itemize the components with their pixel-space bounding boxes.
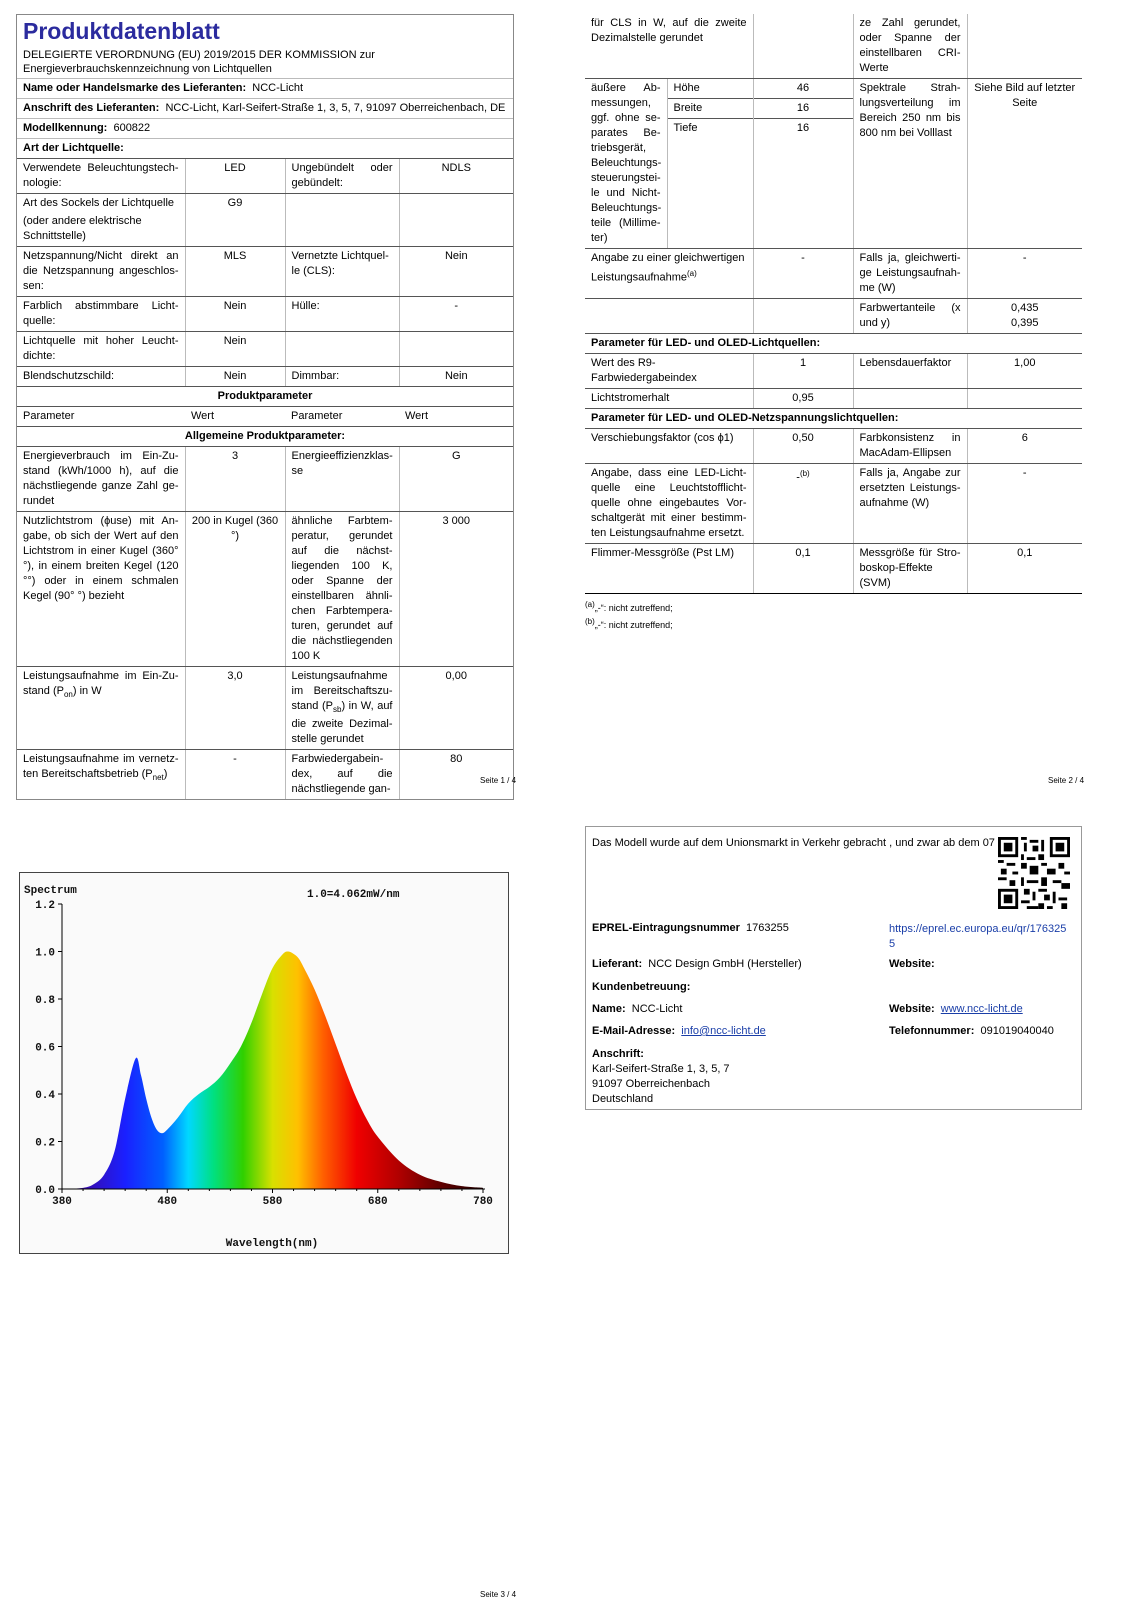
led-parameters-heading: Parameter für LED- und OLED-Lichtquellen: (585, 334, 1082, 354)
model-id: 600822 (113, 122, 151, 134)
email-row: E-Mail-Adresse: info@ncc-licht.de (592, 1025, 766, 1037)
table-row: Lichtstromerhalt 0,95 (585, 389, 1082, 409)
y-tick-label: 0.8 (35, 995, 55, 1007)
footnote-b: $^{(b)}$„-“: nicht zutreffend; (585, 617, 673, 630)
supplier-name-label: Name oder Handelsmarke des Lieferanten: (23, 82, 247, 94)
table-row: Leistungsaufnahme im Ein-Zustand $(P_{on})$ in W 3,0 Leistungsaufnahme im Bereitschaftszustand $(P_{sb})$ in W, auf die zweite Dezimalstelle gerundet 0,00 (17, 667, 513, 750)
supplier-address-row (17, 99, 513, 119)
table-row: für CLS in W, auf die zweite Dezimalstelle gerundet ze Zahl gerundet, oder Spanne der einstellbaren CRI-Werte (585, 14, 1082, 79)
eprel-row: EPREL-Eintragungsnummer 1763255 (592, 922, 789, 934)
general-parameters-heading: Allgemeine Produktparameter: (17, 427, 513, 447)
light-source-table (17, 159, 513, 799)
x-tick-label: 380 (52, 1196, 72, 1208)
table-header-row: Parameter Wert Parameter Wert (17, 407, 513, 427)
regulation-text: DELEGIERTE VERORDNUNG (EU) 2019/2015 DER KOMMISSION zur Energieverbrauchskennzeichnung von Lichtquellen (17, 46, 513, 79)
customer-service-label: Kundenbetreuung: (592, 981, 691, 993)
dimension-height-value: 46 (754, 79, 853, 99)
y-tick-label: 0.2 (35, 1137, 55, 1150)
supplier-name: NCC-Licht (252, 82, 303, 94)
parameters-table-continued (585, 14, 1082, 594)
mains-parameters-heading: Parameter für LED- und OLED-Netzspannungslichtquellen: (585, 409, 1082, 429)
y-tick-label: 0.0 (35, 1185, 55, 1197)
y-tick-label: 1.2 (35, 900, 55, 912)
table-row: äußere Abmessungen, ggf. ohne separates Betriebsgerät, Beleuchtungssteuerungsteile und Nicht-Beleuchtungsteile (Millimeter) Höhe Breite Tiefe 46 16 16 Spektrale Strahlungsverteilung im Bereich 250 nm bis 800 nm bei Volllast Siehe Bild auf letzter Seite (585, 79, 1082, 249)
table-row: Angabe zu einer gleichwertigen Leistungsaufnahme$^{(a)}$ - Falls ja, gleichwertige Leistungsaufnahme (W) - (585, 249, 1082, 299)
page-number: Seite 1 / 4 (480, 776, 517, 785)
table-row: Lichtquelle mit hoher Leuchtdichte: Nein (17, 332, 513, 367)
email-link[interactable]: info@ncc-licht.de (681, 1025, 766, 1037)
eprel-link[interactable]: https://eprel.ec.europa.eu/qr/1763255 (889, 923, 1067, 950)
table-row: Blendschutzschild: Nein Dimmbar: Nein (17, 367, 513, 387)
table-row: Farblich abstimmbare Lichtquelle: Nein Hülle: - (17, 297, 513, 332)
dimension-depth-value: 16 (796, 122, 810, 134)
market-date-text: Das Modell wurde auf dem Unionsmarkt in Verkehr gebracht , und zwar ab dem 07 (592, 837, 995, 849)
table-row: Farbwertanteile (x und y) 0,435 0,395 (585, 299, 1082, 334)
phone-row: Telefonnummer: 091019040040 (889, 1025, 1054, 1037)
website-link[interactable]: www.ncc-licht.de (940, 1003, 1023, 1015)
qr-code-icon (998, 837, 1070, 909)
table-row: Verwendete Beleuchtungstechnologie: LED Ungebündelt oder gebündelt: NDLS (17, 159, 513, 194)
supplier-address-label: Anschrift des Lieferanten: (23, 102, 160, 114)
chart-annotation: 1.0=4.062mW/nm (307, 889, 400, 901)
table-row: Leistungsaufnahme im vernetzten Bereitschaftsbetrieb $(P_{net})$ - Farbwiedergabeindex, auf die nächstliegende gan- 80 (17, 750, 513, 800)
table-row: Flimmer-Messgröße (Pst LM) 0,1 Messgröße für Stroboskop-Effekte (SVM) 0,1 (585, 544, 1082, 594)
dimension-width-label: Breite (668, 99, 753, 119)
x-axis-label: Wavelength(nm) (225, 1238, 319, 1250)
website-label: Website: (889, 958, 935, 970)
y-tick-label: 0.4 (35, 1090, 55, 1102)
table-row (585, 334, 1082, 354)
contact-name-row: Name: NCC-Licht (592, 1003, 683, 1015)
table-row (17, 427, 513, 447)
table-row: Netzspannung/Nicht direkt an die Netzspannung angeschlossen: MLS Vernetzte Lichtquelle (CLS): Nein (17, 247, 513, 297)
chart-title: Spectrum (24, 885, 77, 897)
table-row (585, 409, 1082, 429)
x-tick-label: 680 (367, 1196, 388, 1208)
page-2 (585, 14, 1082, 632)
table-row: Verschiebungsfaktor (cos ϕ1) 0,50 Farbkonsistenz in MacAdam-Ellipsen 6 (585, 429, 1082, 464)
dimension-width-value: 16 (754, 99, 853, 119)
table-row: Angabe, dass eine LED-Lichtquelle eine Leuchtstofflichtquelle ohne eingebautes Vorschaltgerät mit einer bestimmten Leistungsaufnahme ersetzt. -$^{(b)}$ Falls ja, Angabe zur ersetzten Leistungsaufnahme (W) - (585, 464, 1082, 544)
dimension-height-label: Höhe (668, 79, 753, 99)
table-row: Wert des R9-Farbwiedergabeindex 1 Lebensdauerfaktor 1,00 (585, 354, 1082, 389)
product-parameters-heading: Produktparameter (17, 387, 513, 407)
supplier-row: Lieferant: NCC Design GmbH (Hersteller) (592, 958, 802, 970)
y-tick-label: 0.6 (35, 1042, 55, 1055)
footnote-a: $^{(a)}$„-“: nicht zutreffend; (585, 600, 673, 613)
page-4 (585, 826, 1082, 1110)
table-row: Energieverbrauch im Ein-Zustand (kWh/1000 h), auf die nächstliegende ganze Zahl gerundet 3 Energieeffizienzklasse G (17, 447, 513, 512)
supplier-name-row (17, 79, 513, 99)
spectrum-plot (20, 873, 508, 1253)
spectrum-chart (19, 872, 509, 1254)
website-row: Website: www.ncc-licht.de (889, 1003, 1023, 1015)
supplier-address: NCC-Licht, Karl-Seifert-Straße 1, 3, 5, 7, 91097 Oberreichenbach, DE (165, 102, 506, 114)
table-row (17, 387, 513, 407)
y-tick-label: 1.0 (35, 947, 55, 960)
page-number: Seite 3 / 4 (480, 1590, 517, 1599)
table-row: Art des Sockels der Lichtquelle (oder andere elektrische Schnittstelle) G9 (17, 194, 513, 247)
x-tick-label: 580 (262, 1196, 283, 1208)
model-label: Modellkennung: (23, 122, 108, 134)
address-block: Anschrift: Karl-Seifert-Straße 1, 3, 5, 7 91097 Oberreichenbach Deutschland (592, 1048, 730, 1105)
page-1 (16, 14, 517, 800)
model-row (17, 119, 513, 139)
table-row: Nutzlichtstrom (ϕuse) mit Angabe, ob sich der Wert auf den Lichtstrom in einer Kugel (360° °), in einem breiten Kegel (120 °°) oder in einem schmalen Kegel (90° °) bezieht 200 in Kugel (360 °) ähnliche Farbtemperatur, gerundet auf die nächstliegenden 100 K, oder Spanne der einstellbaren ähnlichen Farbtemperaturen, gerundet auf die nächstliegenden 100 K 3 000 (17, 512, 513, 667)
eprel-number: 1763255 (746, 922, 789, 934)
light-source-type-heading: Art der Lichtquelle: (17, 139, 513, 159)
dimension-depth-label: Tiefe (673, 122, 698, 134)
x-tick-label: 780 (473, 1196, 493, 1208)
page-title: Produktdatenblatt (23, 18, 220, 44)
x-tick-label: 480 (157, 1196, 178, 1208)
page-number: Seite 2 / 4 (1048, 776, 1085, 785)
